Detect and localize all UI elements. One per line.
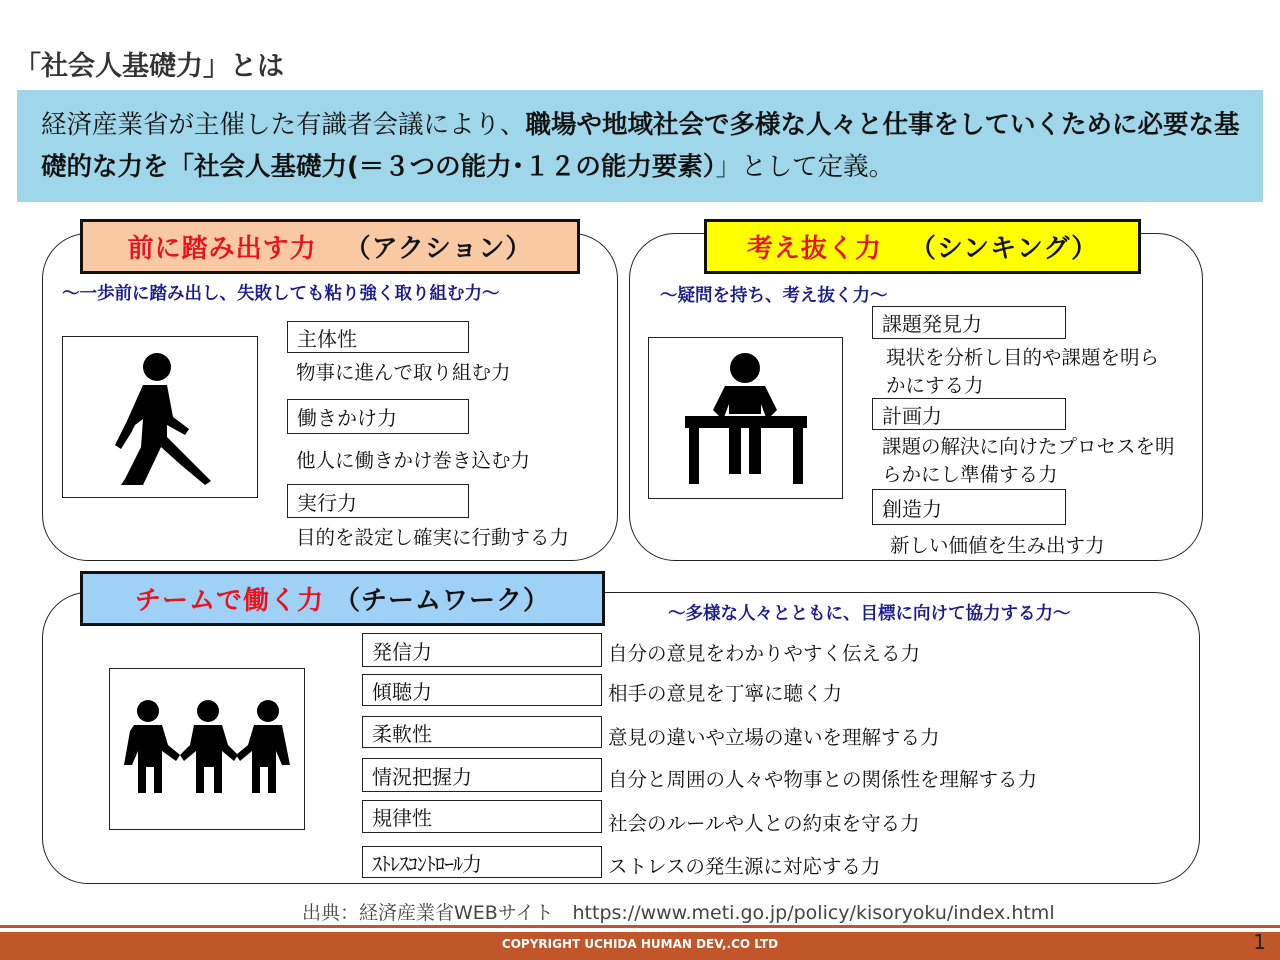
thinking-header [704, 219, 1141, 274]
thinking-header-title: 考え抜く力 [746, 234, 882, 264]
team-skill-1-box [362, 633, 602, 667]
team-skill-5-desc: 社会のルールや人との約束を守る力 [608, 812, 920, 835]
teamwork-header-en: （チームワーク） [334, 586, 551, 616]
action-skill-2-box [287, 399, 469, 434]
action-picture [62, 336, 258, 498]
person-at-desk-icon [649, 338, 842, 498]
team-skill-5-box [362, 800, 602, 833]
skill-name: 創造力 [882, 496, 942, 521]
teamwork-picture [109, 668, 305, 830]
thinking-picture [648, 337, 843, 499]
thinking-subtitle: ～疑問を持ち、考え抜く力～ [660, 286, 888, 306]
skill-name: 発信力 [372, 639, 432, 664]
intro-banner [17, 90, 1263, 202]
thinking-skill-1-desc-1: 現状を分析し目的や課題を明ら [886, 346, 1160, 369]
team-skill-6-box [362, 846, 602, 878]
action-skill-1-desc: 物事に進んで取り組む力 [296, 361, 511, 384]
skill-name: 傾聴力 [372, 679, 432, 704]
team-skill-4-desc: 自分と周囲の人々や物事との関係性を理解する力 [608, 768, 1038, 791]
team-skill-2-box [362, 674, 602, 706]
team-skill-1-desc: 自分の意見をわかりやすく伝える力 [608, 642, 921, 665]
page-number: 1 [1253, 930, 1266, 954]
thinking-skill-1-desc-2: かにする力 [886, 374, 984, 397]
thinking-skill-3-box [872, 489, 1066, 525]
team-people-icon [110, 669, 304, 829]
thinking-skill-2-desc-1: 課題の解決に向けたプロセスを明 [882, 435, 1175, 458]
teamwork-header [80, 571, 605, 626]
skill-name: 柔軟性 [372, 721, 432, 746]
team-skill-4-box [362, 758, 602, 792]
teamwork-subtitle: ～多様な人々とともに、目標に向けて協力する力～ [668, 604, 1071, 624]
thinking-skill-2-box [872, 398, 1066, 430]
action-subtitle: ～一歩前に踏み出し、失敗しても粘り強く取り組む力～ [62, 284, 500, 304]
teamwork-header-title: チームで働く力 [134, 586, 324, 616]
action-skill-2-desc: 他人に働きかけ巻き込む力 [296, 449, 531, 472]
action-skill-3-desc: 目的を設定し確実に行動する力 [296, 526, 570, 549]
team-skill-2-desc: 相手の意見を丁寧に聴く力 [608, 682, 843, 705]
intro-text-bold: 職場や地域社会で多様な人々と仕事をしていくために必要な基礎的な力を「社会人基礎力(＝３つの能力･１２の能力要素） [41, 110, 1240, 182]
action-header-title: 前に踏み出す力 [127, 234, 317, 264]
skill-name: ｽﾄﾚｽｺﾝﾄﾛｰﾙ力 [372, 851, 481, 876]
intro-text-1: 経済産業省が主催した有識者会議により、 [41, 110, 526, 140]
skill-name: 規律性 [372, 806, 432, 830]
intro-text-3: 」として定義。 [715, 152, 895, 182]
thinking-skill-1-box [872, 306, 1066, 339]
action-header [80, 219, 580, 274]
footer-divider [0, 925, 1280, 928]
walking-person-icon [63, 337, 257, 497]
action-header-en: （アクション） [344, 234, 533, 264]
thinking-skill-3-desc: 新しい価値を生み出す力 [890, 534, 1105, 557]
skill-name: 主体性 [297, 326, 357, 351]
team-skill-3-desc: 意見の違いや立場の違いを理解する力 [608, 726, 940, 749]
skill-name: 課題発見力 [882, 312, 982, 336]
thinking-skill-2-desc-2: らかにし準備する力 [882, 463, 1058, 486]
copyright: COPYRIGHT UCHIDA HUMAN DEV,.CO LTD [501, 937, 779, 951]
action-skill-3-box [287, 484, 469, 518]
skill-name: 計画力 [882, 403, 942, 428]
action-skill-1-box [287, 321, 469, 353]
skill-name: 働きかけ力 [297, 406, 397, 430]
skill-name: 情況把握力 [372, 764, 472, 789]
thinking-header-en: （シンキング） [909, 234, 1099, 264]
page-title: 「社会人基礎力」とは [14, 51, 284, 82]
skill-name: 実行力 [297, 490, 357, 515]
team-skill-6-desc: ストレスの発生源に対応する力 [608, 855, 881, 878]
source-citation: 出典：経済産業省WEBサイト https://www.meti.go.jp/policy/kisoryoku/index.html [302, 902, 1055, 924]
team-skill-3-box [362, 716, 602, 748]
